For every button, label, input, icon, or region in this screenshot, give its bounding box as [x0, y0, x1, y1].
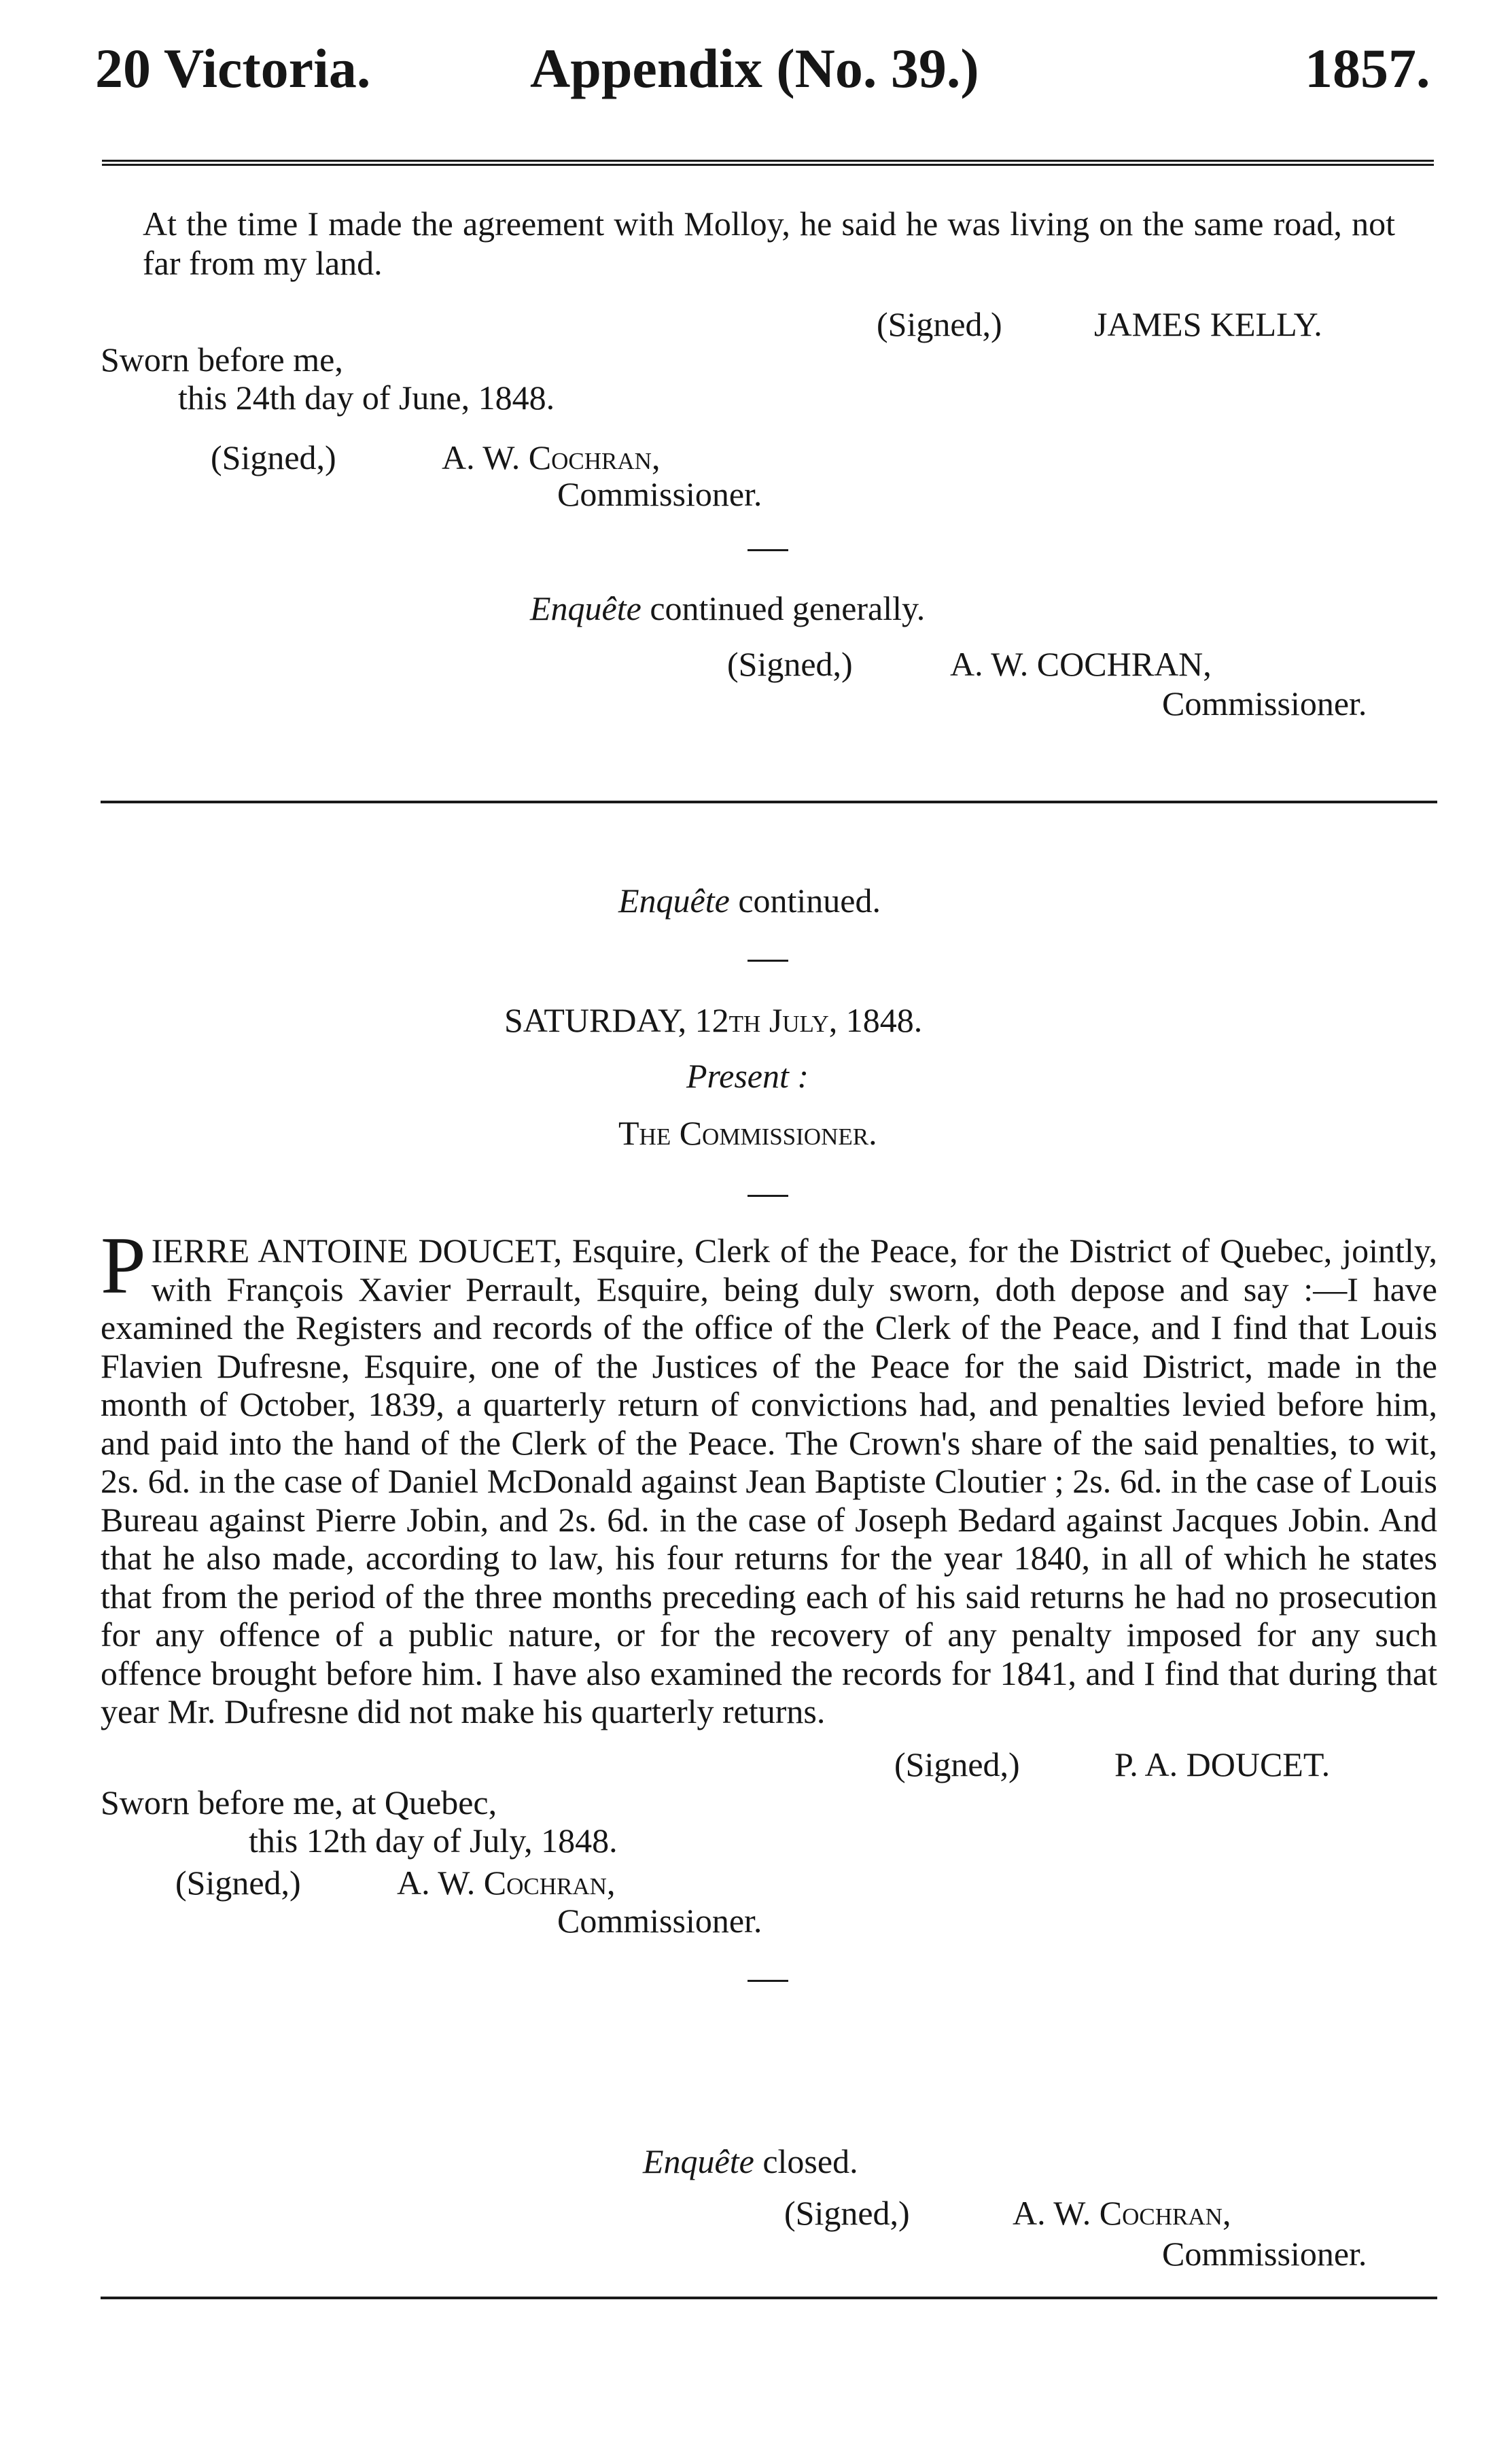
enquete1-title: Commissioner.: [1162, 684, 1367, 722]
dropcap: P: [101, 1220, 146, 1310]
enquete2-title: Commissioner.: [1162, 2235, 1367, 2273]
enquete1-signed-label: (Signed,): [727, 645, 853, 683]
doucet-sworn-title: Commissioner.: [557, 1902, 762, 1940]
enquete-closed: [643, 2142, 858, 2181]
doucet-signed-label: (Signed,): [894, 1745, 1020, 1783]
enquete-rest: closed.: [754, 2142, 858, 2180]
session-date: [504, 1000, 922, 1040]
date-main: SATURDAY, 12: [504, 1001, 729, 1039]
enquete-word: Enquête: [530, 589, 641, 627]
header-double-rule: [102, 160, 1434, 166]
header-year: 1857.: [1305, 37, 1430, 99]
kelly-statement: At the time I made the agreement with Molloy, he said he was living on the same road, not far from my land.: [143, 205, 1395, 282]
kelly-sworn-signed: (Signed,): [211, 438, 336, 476]
section-dash: [748, 960, 788, 962]
date-th: th: [728, 1001, 761, 1039]
enquete2-signed-label: (Signed,): [784, 2194, 910, 2232]
enquete-word: Enquête: [618, 882, 730, 920]
deposition-paragraph: [101, 1220, 1437, 1731]
doucet-signatory: P. A. DOUCET.: [1114, 1745, 1331, 1783]
kelly-signatory: JAMES KELLY.: [1094, 305, 1322, 343]
section-rule: [101, 801, 1437, 803]
doucet-sworn-line2: this 12th day of July, 1848.: [249, 1821, 618, 1860]
enquete-word: Enquête: [643, 2142, 754, 2180]
doucet-sworn-signed: (Signed,): [175, 1864, 301, 1902]
kelly-sworn-name: A. W. Cochran,: [442, 438, 661, 476]
enquete2-name: A. W. Cochran,: [1013, 2194, 1231, 2232]
section-dash: [748, 1980, 788, 1982]
header-volume: 20 Victoria.: [95, 37, 371, 99]
kelly-statement-line1: [143, 204, 1437, 283]
enquete1-name: A. W. COCHRAN,: [950, 645, 1212, 683]
doucet-sworn-name: A. W. Cochran,: [397, 1864, 616, 1902]
enquete-rest: continued generally.: [641, 589, 926, 627]
kelly-sworn-line2: this 24th day of June, 1848.: [178, 379, 555, 417]
section-dash: [748, 549, 788, 551]
date-month: July: [760, 1001, 829, 1039]
kelly-sworn-line1: Sworn before me,: [101, 341, 343, 379]
present-label: Present :: [686, 1057, 809, 1095]
kelly-sworn-title: Commissioner.: [557, 475, 762, 513]
enquete-continued: [618, 881, 881, 920]
deposition-text: IERRE ANTOINE DOUCET, Esquire, Clerk of the Peace, for the District of Quebec, jointly, with François Xavier Perrault, Esquire, being duly sworn, doth depose and say :—I have examined the Registers and records of the office of the Clerk of the Peace, and I find that Louis Flavien Dufresne, Esquire, one of the Justices of the Peace for the said District, made in the month of October, 1839, a quarterly return of convictions had, and penalties levied before him, and paid into the hand of the Clerk of the Peace. The Crown's share of the said penalties, to wit, 2s. 6d. in the case of Daniel McDonald against Jean Baptiste Cloutier ; 2s. 6d. in the case of Louis Bureau against Pierre Jobin, and 2s. 6d. in the case of Joseph Bedard against Jacques Jobin. And that he also made, according to law, his four returns for the year 1840, in all of which he states that from the period of the three months preceding each of his said returns he had no prosecution for any offence of a public nature, or for the recovery of any penalty imposed for any such offence brought before him. I have also examined the records for 1841, and I find that during that year Mr. Dufresne did not make his quarterly returns.: [101, 1232, 1437, 1730]
header-appendix: Appendix (No. 39.): [530, 37, 979, 99]
enquete-rest: continued.: [729, 882, 881, 920]
the-commissioner: The Commissioner.: [618, 1114, 877, 1152]
kelly-signed-label: (Signed,): [877, 305, 1002, 343]
bottom-rule: [101, 2297, 1437, 2299]
section-dash: [748, 1195, 788, 1197]
date-year: , 1848.: [828, 1001, 923, 1039]
enquete-continued-generally: [530, 589, 925, 628]
doucet-sworn-line1: Sworn before me, at Quebec,: [101, 1783, 497, 1821]
